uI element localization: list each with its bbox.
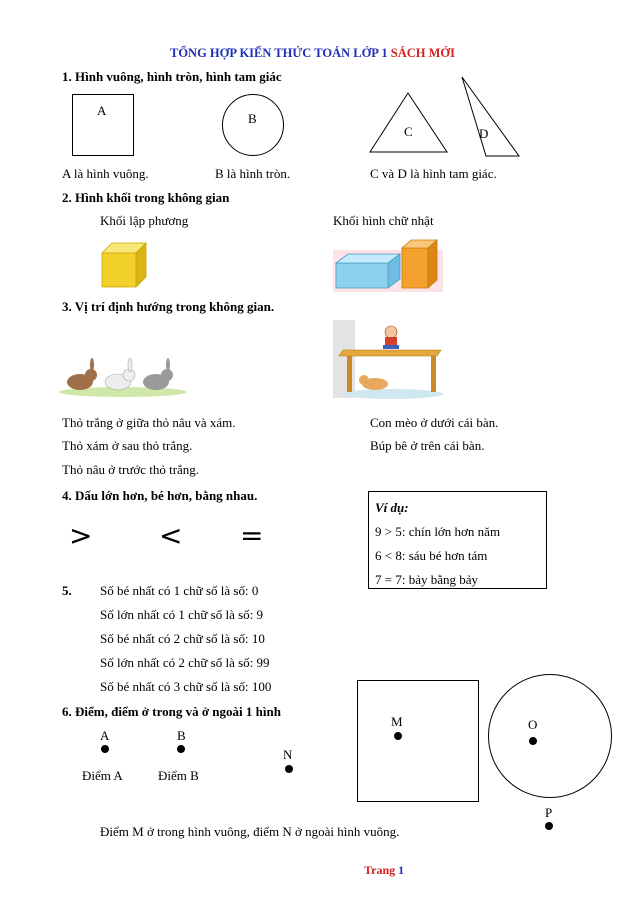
table-line-2: Búp bê ở trên cái bàn. [370,438,485,453]
section6-heading: 6. Điểm, điểm ở trong và ở ngoài 1 hình [62,704,281,719]
white-rabbit-icon [105,358,135,390]
triangle-c [369,92,449,154]
rectangular-box-blue [336,254,402,290]
greater-than-symbol: > [69,519,93,552]
rectangular-box-orange [402,240,442,292]
section3-heading: 3. Vị trí định hướng trong không gian. [62,299,275,314]
rabbit-line-1: Thỏ trắng ở giữa thỏ nâu và xám. [62,415,236,430]
rabbit-line-2: Thỏ xám ở sau thỏ trắng. [62,438,193,453]
equals-symbol: = [240,519,264,552]
section1-heading: 1. Hình vuông, hình tròn, hình tam giác [62,69,282,84]
label-d: D [479,126,489,141]
doll-icon [383,326,399,349]
caption-cd: C và D là hình tam giác. [370,166,497,181]
number-line-4: Số lớn nhất có 2 chữ số là số: 99 [100,655,270,670]
point-o-label: O [528,717,538,732]
caption-a: A là hình vuông. [62,166,149,181]
point-a-dot [101,745,109,753]
box-label: Khối hình chữ nhật [333,213,434,228]
example-title: Ví dụ: [375,500,409,515]
point-b-dot [177,745,185,753]
point-m-dot [394,732,402,740]
triangle-d [461,76,521,158]
point-o-dot [529,737,537,745]
point-b-caption: Điểm B [158,768,199,783]
point-a-caption: Điểm A [82,768,123,783]
circle-o [488,674,612,798]
table-doll-cat-image [333,320,445,400]
cube-image [102,243,152,289]
section6-conclusion: Điểm M ở trong hình vuông, điểm N ở ngoài hình vuông. [100,824,400,839]
page-title [170,45,455,61]
title-main: TỔNG HỢP KIẾN THỨC TOÁN LỚP 1 [170,46,388,60]
caption-b: B là hình tròn. [215,166,291,181]
cat-icon [359,375,388,390]
number-line-5: Số bé nhất có 3 chữ số là số: 100 [100,679,272,694]
rabbits-image [58,356,188,398]
page-footer [364,862,404,878]
section4-heading: 4. Dấu lớn hơn, bé hơn, bằng nhau. [62,488,258,503]
less-than-symbol: < [159,519,183,552]
point-p-label: P [545,805,553,820]
cube-label: Khối lập phương [100,213,189,228]
point-m-label: M [391,714,403,729]
footer-page-number: 1 [398,863,405,877]
brown-rabbit-icon [67,358,97,390]
label-c: C [404,124,413,139]
example-line-1: 9 > 5: chín lớn hơn năm [375,524,501,539]
label-a: A [97,103,107,118]
example-line-2: 6 < 8: sáu bé hơn tám [375,548,488,563]
section2-heading: 2. Hình khối trong không gian [62,190,230,205]
point-p-dot [545,822,553,830]
example-line-3: 7 = 7: bảy bằng bảy [375,572,479,587]
point-b-label: B [177,728,186,743]
point-n-dot [285,765,293,773]
point-n-label: N [283,747,293,762]
footer-label: Trang [364,863,396,877]
table-line-1: Con mèo ở dưới cái bàn. [370,415,499,430]
label-b: B [248,111,257,126]
point-a-label: A [100,728,110,743]
number-line-3: Số bé nhất có 2 chữ số là số: 10 [100,631,265,646]
number-line-2: Số lớn nhất có 1 chữ số là số: 9 [100,607,264,622]
section5-number: 5. [62,583,72,598]
rabbit-line-3: Thỏ nâu ở trước thỏ trắng. [62,462,200,477]
number-line-1: Số bé nhất có 1 chữ số là số: 0 [100,583,259,598]
title-highlight: SÁCH MỚI [390,46,456,60]
square-m [357,680,479,802]
gray-rabbit-icon [143,358,173,390]
